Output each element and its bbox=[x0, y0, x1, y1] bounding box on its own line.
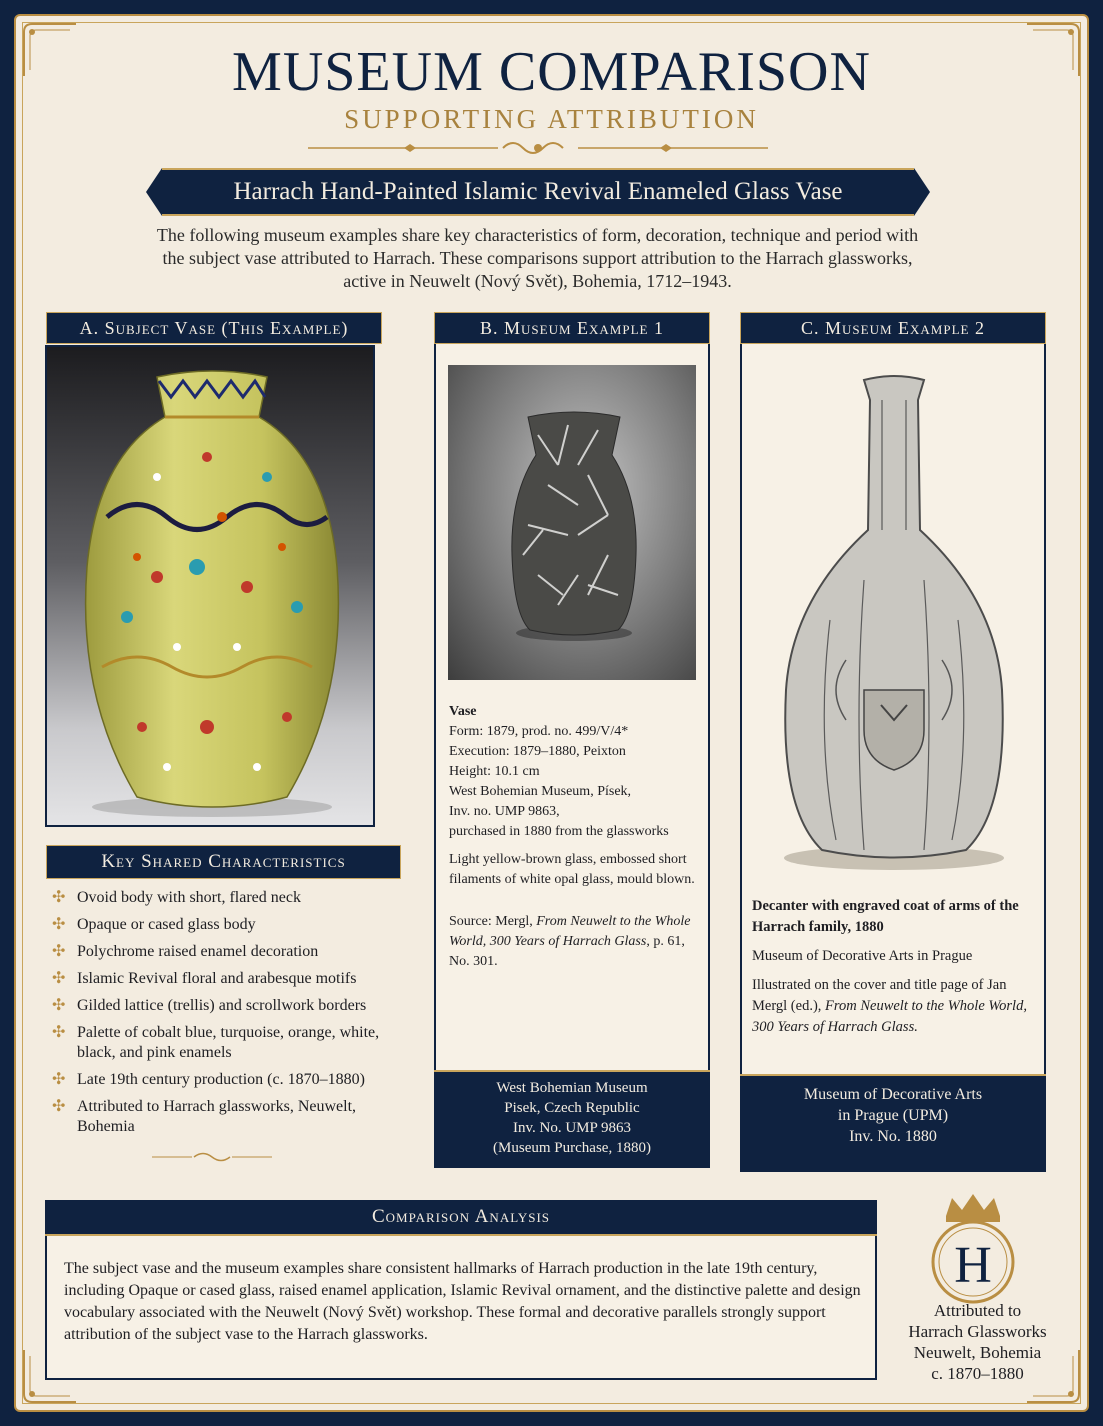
list-item: ✣ Ovoid body with short, flared neck bbox=[52, 889, 301, 906]
key-characteristics-heading: Key Shared Characteristics bbox=[46, 845, 401, 879]
museum-example-1-footer: West Bohemian Museum Pisek, Czech Republic Inv. No. UMP 9863 (Museum Purchase, 1880) bbox=[434, 1070, 710, 1166]
intro-paragraph: The following museum examples share key characteristics of form, decoration, technique and period with the subject vase attributed to Harrach. These comparisons support attribution to the Harrach glassworks, active in Neuwelt (Nový Svět), Bohemia, 1712–1943. bbox=[156, 225, 919, 291]
comparison-analysis-text: The subject vase and the museum examples share consistent hallmarks of Harrach production in the late 19th century, including Opaque or cased glass, raised enamel application, Islamic Revival ornament, and the distinctive palette and design vocabulary associated with the Neuwelt (Nový Svět) workshop. These formal and decorative parallels strongly support attribution of the subject vase to the Harrach glassworks. bbox=[64, 1260, 861, 1343]
caption-note: Illustrated on the cover and title page of Jan Mergl (ed.), From Neuwelt to the Whole World, 300 Years of Harrach Glass. bbox=[752, 977, 1027, 1035]
key-characteristics-list bbox=[52, 888, 412, 1144]
caption-title: Vase bbox=[449, 704, 477, 719]
list-item: ✣ Late 19th century production (c. 1870–1880) bbox=[52, 1071, 365, 1088]
caption-description: Light yellow-brown glass, embossed short filaments of white opal glass, mould blown. bbox=[449, 852, 695, 887]
list-item: ✣ Attributed to Harrach glassworks, Neuwelt, Bohemia bbox=[52, 1098, 357, 1135]
caption-line: Form: 1879, prod. no. 499/V/4* bbox=[449, 724, 629, 739]
bullet-ornament-icon: ✣ bbox=[52, 970, 66, 987]
bullet-ornament-icon: ✣ bbox=[52, 997, 66, 1014]
list-item: ✣ Gilded lattice (trellis) and scrollwork borders bbox=[52, 997, 367, 1014]
bullet-ornament-icon: ✣ bbox=[52, 1024, 66, 1041]
bullet-ornament-icon: ✣ bbox=[52, 916, 66, 933]
flourish-divider-icon bbox=[152, 1150, 272, 1164]
column-a-heading: A. Subject Vase (This Example) bbox=[46, 312, 382, 344]
list-item: ✣ Opaque or cased glass body bbox=[52, 916, 256, 933]
museum-example-2-caption bbox=[752, 896, 1042, 1046]
bullet-ornament-icon: ✣ bbox=[52, 943, 66, 960]
caption-line: Inv. no. UMP 9863, bbox=[449, 804, 560, 819]
decanter-engraving-image bbox=[746, 360, 1042, 880]
page-title: MUSEUM COMPARISON bbox=[232, 41, 871, 103]
column-b-heading: B. Museum Example 1 bbox=[434, 312, 710, 344]
list-item: ✣ Polychrome raised enamel decoration bbox=[52, 943, 319, 960]
museum-example-2-footer: Museum of Decorative Arts in Prague (UPM) Inv. No. 1880 bbox=[740, 1074, 1046, 1170]
bullet-ornament-icon: ✣ bbox=[52, 889, 66, 906]
caption-line: purchased in 1880 from the glassworks bbox=[449, 824, 669, 839]
caption-line: Execution: 1879–1880, Peixton bbox=[449, 744, 626, 759]
comparison-analysis-heading: Comparison Analysis bbox=[45, 1200, 877, 1236]
museum-example-2-photo bbox=[746, 360, 1042, 880]
subject-title-ribbon: Harrach Hand-Painted Islamic Revival Enameled Glass Vase bbox=[162, 168, 914, 216]
harrach-crest-icon bbox=[918, 1186, 1028, 1306]
column-c-heading: C. Museum Example 2 bbox=[740, 312, 1046, 344]
bullet-ornament-icon: ✣ bbox=[52, 1071, 66, 1088]
page-subtitle: SUPPORTING ATTRIBUTION bbox=[344, 104, 759, 134]
enameled-vase-image bbox=[47, 347, 373, 825]
filament-vase-image bbox=[448, 365, 696, 680]
bullet-ornament-icon: ✣ bbox=[52, 1098, 66, 1115]
caption-line: West Bohemian Museum, Písek, bbox=[449, 784, 632, 799]
list-item: ✣ Palette of cobalt blue, turquoise, orange, white, black, and pink enamels bbox=[52, 1024, 380, 1061]
caption-title: Decanter with engraved coat of arms of the Harrach family, 1880 bbox=[752, 898, 1019, 935]
attribution-seal-text: Attributed to Harrach Glassworks Neuwelt, Bohemia c. 1870–1880 bbox=[908, 1301, 1047, 1383]
list-item: ✣ Islamic Revival floral and arabesque motifs bbox=[52, 970, 357, 987]
svg-text:H: H bbox=[954, 1237, 992, 1294]
subject-vase-photo bbox=[45, 345, 375, 827]
caption-source: Source: Mergl, From Neuwelt to the Whole World, 300 Years of Harrach Glass, p. 61, No. 301. bbox=[449, 914, 691, 969]
museum-example-1-photo bbox=[448, 365, 696, 680]
caption-museum: Museum of Decorative Arts in Prague bbox=[752, 948, 973, 964]
museum-example-1-caption bbox=[449, 702, 704, 980]
flourish-divider-icon bbox=[308, 138, 768, 158]
caption-line: Height: 10.1 cm bbox=[449, 764, 540, 779]
